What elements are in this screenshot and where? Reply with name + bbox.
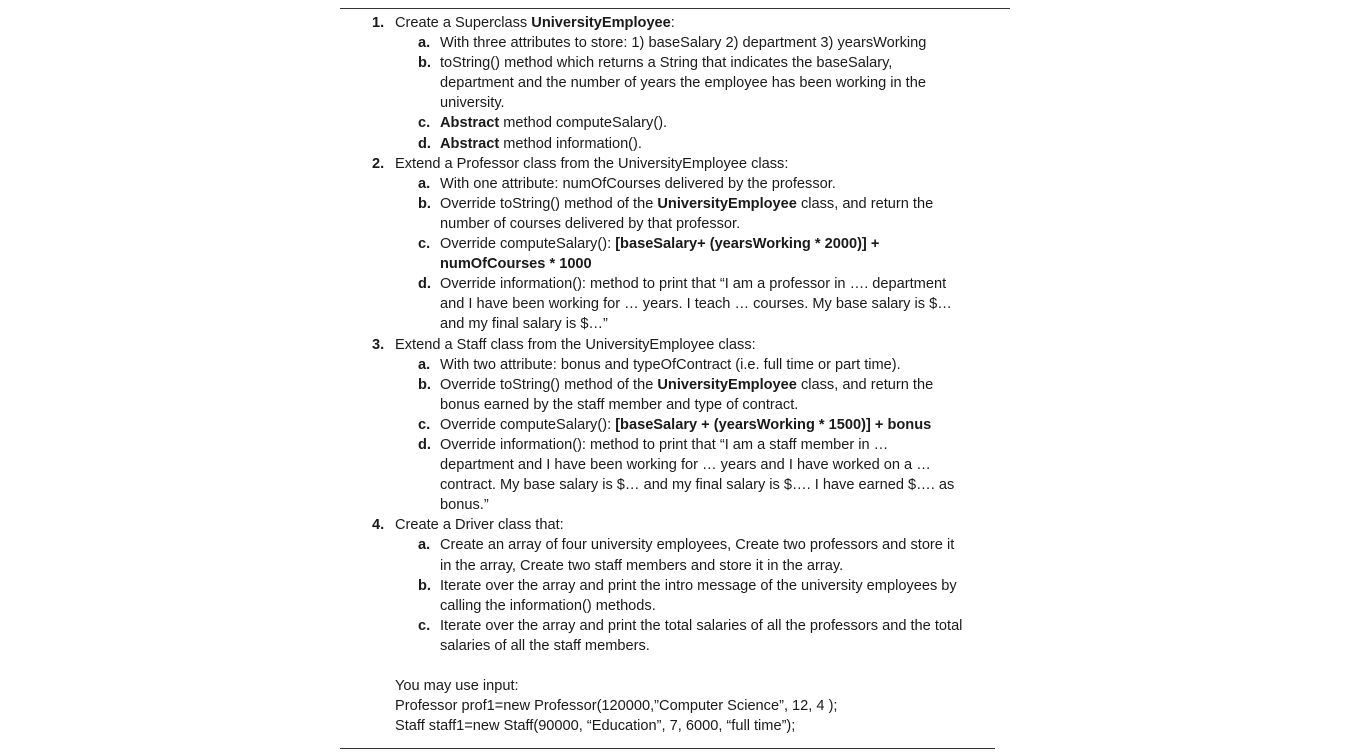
text-segment: Create an array of four university employees, Create two professors and store it [440, 537, 955, 554]
text-segment: Abstract [440, 135, 500, 152]
requirements-list [370, 13, 1010, 656]
list-item-continuation [370, 596, 1010, 616]
list-item [370, 53, 1010, 73]
section-heading [370, 13, 1010, 33]
footer-intro: You may use input: [395, 678, 519, 695]
text-segment: Override computeSalary(): [440, 416, 616, 433]
item-letter: b. [418, 195, 431, 212]
list-item [370, 234, 1010, 254]
list-item [370, 535, 1010, 555]
footer-staff-example: Staff staff1=new Staff(90000, “Education”, 7, 6000, “full time”); [395, 718, 796, 735]
list-item [370, 415, 1010, 435]
text-segment: With one attribute: numOfCourses delivered by the professor. [440, 175, 836, 192]
list-item-continuation [370, 495, 1010, 515]
text-segment: UniversityEmployee [657, 376, 797, 393]
text-segment: : [670, 15, 675, 31]
text-segment: class, and return the [796, 195, 934, 212]
text-segment: department and the number of years the employee has been working in the [440, 75, 926, 92]
section-number: 4. [372, 517, 385, 534]
list-item-continuation [370, 556, 1010, 576]
text-segment: Abstract [440, 115, 500, 132]
list-item-continuation [370, 73, 1010, 93]
text-segment: With two attribute: bonus and typeOfContract (i.e. full time or part time). [440, 356, 901, 373]
item-letter: c. [418, 115, 431, 132]
text-segment: Create a Driver class that: [395, 517, 564, 534]
text-segment: Override information(): method to print that “I am a professor in …. department [440, 276, 947, 293]
item-letter: a. [418, 537, 431, 554]
text-segment: salaries of all the staff members. [440, 637, 650, 654]
section-2 [370, 154, 1010, 335]
list-item-continuation [370, 254, 1010, 274]
text-segment: method computeSalary(). [499, 115, 668, 132]
section-heading [370, 335, 1010, 355]
spacer [370, 656, 1010, 676]
text-segment: Override computeSalary(): [440, 236, 616, 253]
text-segment: Override toString() method of the [440, 195, 658, 212]
text-segment: Override toString() method of the [440, 376, 658, 393]
text-segment: UniversityEmployee [657, 195, 797, 212]
text-segment: With three attributes to store: 1) baseSalary 2) department 3) yearsWorking [440, 35, 927, 52]
text-segment: in the array, Create two staff members and store it in the array. [440, 557, 844, 574]
sample-input-block [370, 676, 1010, 736]
text-segment: and my final salary is $…” [440, 316, 608, 333]
text-segment: Iterate over the array and print the total salaries of all the professors and the total [440, 617, 963, 634]
section-number: 3. [372, 336, 385, 353]
item-letter: c. [418, 416, 431, 433]
item-letter: d. [418, 135, 431, 152]
footer-professor-example: Professor prof1=new Professor(120000,”Computer Science”, 12, 4 ); [395, 698, 838, 715]
text-segment: contract. My base salary is $… and my final salary is $…. I have earned $…. as [440, 477, 955, 494]
text-segment: number of courses delivered by that professor. [440, 215, 741, 232]
item-letter: c. [418, 236, 431, 253]
list-item-continuation [370, 395, 1010, 415]
text-segment: [baseSalary+ (yearsWorking * 2000)] + [615, 236, 880, 253]
section-1 [370, 13, 1010, 154]
text-segment: calling the information() methods. [440, 597, 656, 614]
text-segment: bonus.” [440, 497, 489, 514]
text-segment: bonus earned by the staff member and type of contract. [440, 396, 799, 413]
item-letter: d. [418, 276, 431, 293]
text-segment: method information(). [499, 135, 642, 152]
list-item [370, 113, 1010, 133]
text-segment: [baseSalary + (yearsWorking * 1500)] + bonus [615, 416, 932, 433]
text-segment: and I have been working for … years. I teach … courses. My base salary is $… [440, 296, 952, 313]
list-item [370, 174, 1010, 194]
item-letter: b. [418, 55, 431, 72]
item-letter: b. [418, 577, 431, 594]
item-letter: b. [418, 376, 431, 393]
item-letter: a. [418, 175, 431, 192]
item-letter: c. [418, 617, 431, 634]
text-segment: Iterate over the array and print the intro message of the university employees by [440, 577, 957, 594]
list-item-continuation [370, 294, 1010, 314]
section-4 [370, 515, 1010, 656]
list-item-continuation [370, 475, 1010, 495]
list-item-continuation [370, 93, 1010, 113]
list-item [370, 194, 1010, 214]
item-letter: a. [418, 356, 431, 373]
item-letter: d. [418, 436, 431, 453]
list-item [370, 375, 1010, 395]
text-segment: toString() method which returns a String that indicates the baseSalary, [440, 55, 893, 72]
list-item-continuation [370, 636, 1010, 656]
list-item [370, 134, 1010, 154]
text-segment: UniversityEmployee [531, 15, 671, 31]
list-item [370, 33, 1010, 53]
text-segment: Extend a Staff class from the UniversityEmployee class: [395, 336, 756, 353]
list-item [370, 616, 1010, 636]
text-segment: class, and return the [796, 376, 934, 393]
bottom-rule [340, 748, 995, 749]
text-segment: Override information(): method to print that “I am a staff member in … [440, 436, 889, 453]
section-heading [370, 154, 1010, 174]
list-item [370, 576, 1010, 596]
text-segment: university. [440, 95, 505, 112]
list-item [370, 274, 1010, 294]
section-heading [370, 515, 1010, 535]
list-item [370, 355, 1010, 375]
section-number: 1. [372, 15, 385, 31]
list-item [370, 435, 1010, 455]
section-number: 2. [372, 155, 385, 172]
list-item-continuation [370, 214, 1010, 234]
text-segment: Extend a Professor class from the UniversityEmployee class: [395, 155, 789, 172]
text-segment: numOfCourses * 1000 [440, 256, 592, 273]
list-item-continuation [370, 314, 1010, 334]
section-3 [370, 335, 1010, 516]
text-segment: department and I have been working for … years and I have worked on a … [440, 457, 931, 474]
text-segment: Create a Superclass [395, 15, 532, 31]
list-item-continuation [370, 455, 1010, 475]
assignment-document [370, 13, 1010, 736]
top-rule [340, 8, 1010, 9]
item-letter: a. [418, 35, 431, 52]
